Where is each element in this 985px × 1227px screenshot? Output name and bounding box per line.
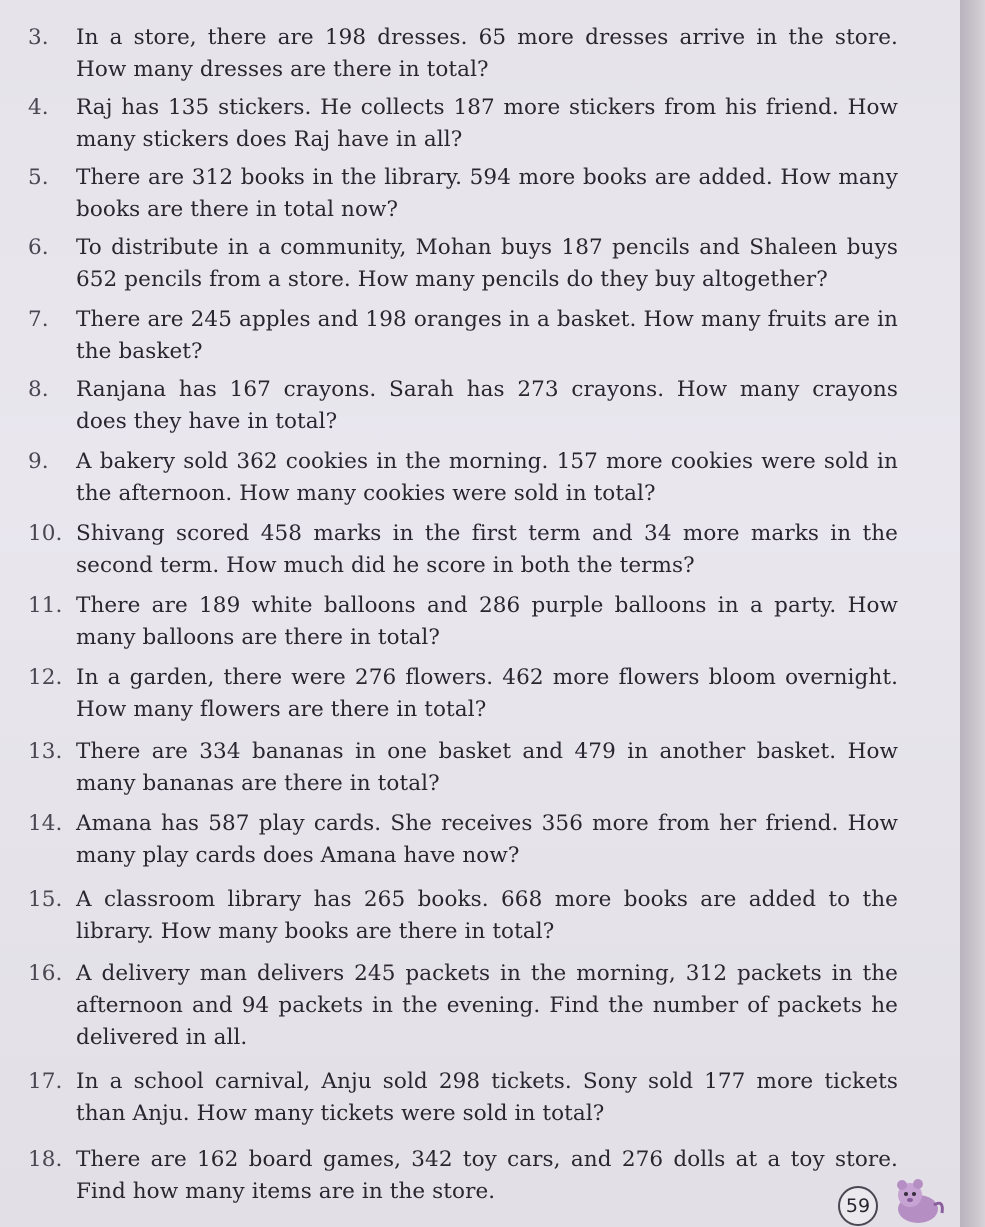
question-14 [28, 808, 898, 872]
question-text: A delivery man delivers 245 packets in the morning, 312 packets in the afternoon and 94 packets in the evening. Find the number of packets he delivered in all. [76, 961, 898, 1050]
question-text: In a garden, there were 276 flowers. 462 more flowers bloom overnight. How many flowers are there in total? [76, 665, 898, 722]
question-text: Ranjana has 167 crayons. Sarah has 273 crayons. How many crayons does they have in total? [76, 377, 898, 434]
question-text: Shivang scored 458 marks in the first term and 34 more marks in the second term. How much did he score in both the terms? [76, 521, 898, 578]
question-text: A classroom library has 265 books. 668 more books are added to the library. How many books are there in total? [76, 887, 898, 944]
question-text: To distribute in a community, Mohan buys 187 pencils and Shaleen buys 652 pencils from a store. How many pencils do they buy altogether? [76, 235, 898, 292]
question-number: 7. [28, 307, 49, 332]
question-15 [28, 884, 898, 948]
question-3 [28, 22, 898, 86]
question-number: 13. [28, 739, 63, 764]
question-text: There are 245 apples and 198 oranges in a basket. How many fruits are in the basket? [76, 307, 898, 364]
question-17 [28, 1066, 898, 1130]
question-number: 12. [28, 665, 63, 690]
page-edge [960, 0, 985, 1227]
question-number: 3. [28, 25, 49, 50]
question-number: 10. [28, 521, 63, 546]
question-number: 8. [28, 377, 49, 402]
question-10 [28, 518, 898, 582]
cartoon-mascot-icon [888, 1175, 948, 1227]
question-18 [28, 1144, 898, 1208]
question-text: Amana has 587 play cards. She receives 356 more from her friend. How many play cards does Amana have now? [76, 811, 898, 868]
question-number: 18. [28, 1147, 63, 1172]
question-text: There are 334 bananas in one basket and 479 in another basket. How many bananas are there in total? [76, 739, 898, 796]
question-text: There are 189 white balloons and 286 purple balloons in a party. How many balloons are there in total? [76, 593, 898, 650]
question-number: 16. [28, 961, 63, 986]
question-text: There are 312 books in the library. 594 more books are added. How many books are there in total now? [76, 165, 898, 222]
question-6 [28, 232, 898, 296]
question-text: In a store, there are 198 dresses. 65 more dresses arrive in the store. How many dresses are there in total? [76, 25, 898, 82]
page-number: 59 [838, 1186, 878, 1226]
question-text: A bakery sold 362 cookies in the morning. 157 more cookies were sold in the afternoon. How many cookies were sold in total? [76, 449, 898, 506]
question-text: In a school carnival, Anju sold 298 tickets. Sony sold 177 more tickets than Anju. How many tickets were sold in total? [76, 1069, 898, 1126]
question-7 [28, 304, 898, 368]
question-number: 15. [28, 887, 63, 912]
question-5 [28, 162, 898, 226]
question-number: 11. [28, 593, 63, 618]
question-9 [28, 446, 898, 510]
question-16 [28, 958, 898, 1054]
question-number: 5. [28, 165, 49, 190]
question-11 [28, 590, 898, 654]
question-number: 6. [28, 235, 49, 260]
question-8 [28, 374, 898, 438]
question-number: 14. [28, 811, 63, 836]
question-text: There are 162 board games, 342 toy cars, and 276 dolls at a toy store. Find how many items are in the store. [76, 1147, 898, 1204]
question-number: 9. [28, 449, 49, 474]
question-number: 17. [28, 1069, 63, 1094]
question-text: Raj has 135 stickers. He collects 187 more stickers from his friend. How many stickers does Raj have in all? [76, 95, 898, 152]
question-4 [28, 92, 898, 156]
question-number: 4. [28, 95, 49, 120]
question-12 [28, 662, 898, 726]
question-13 [28, 736, 898, 800]
